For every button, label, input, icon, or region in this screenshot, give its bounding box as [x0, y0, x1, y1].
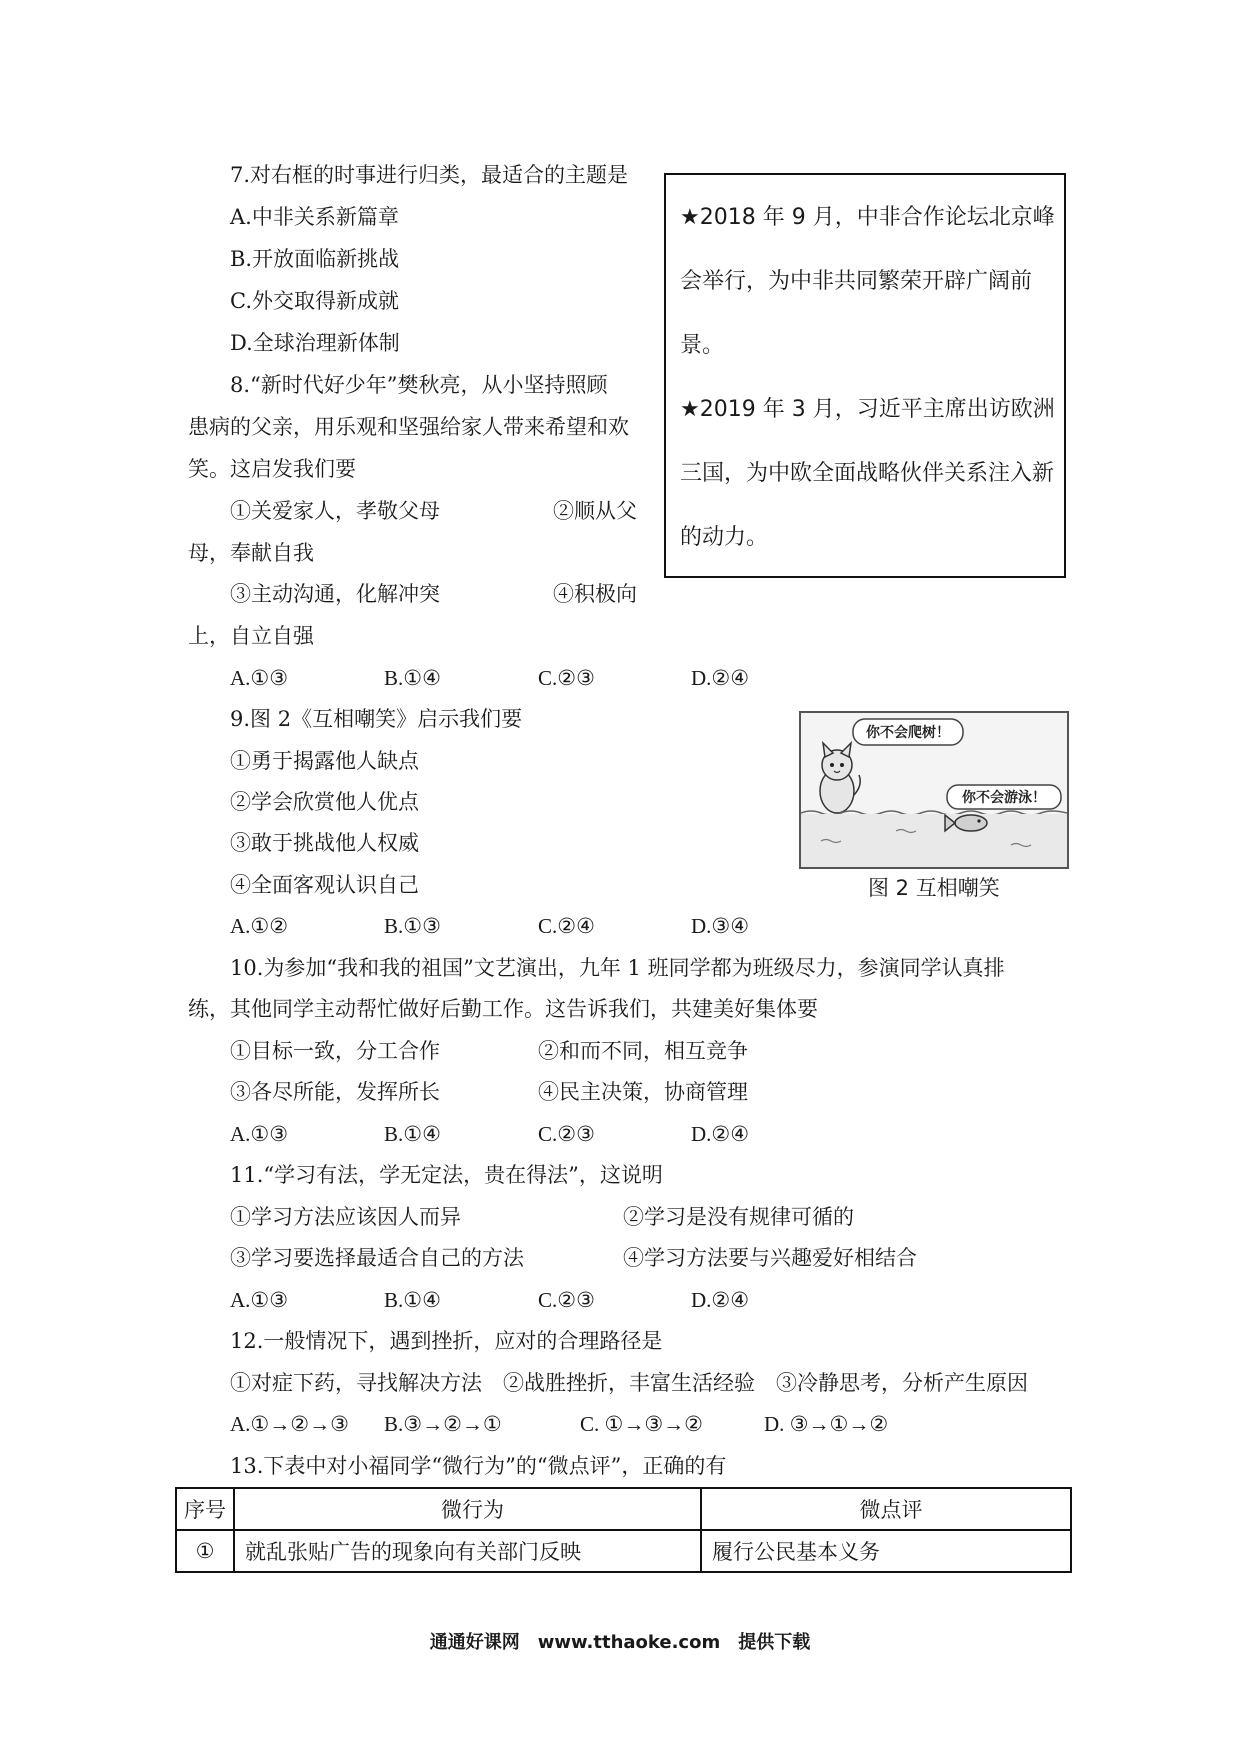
news-line: 景。	[680, 333, 725, 358]
q10-stem: 练，其他同学主动帮忙做好后勤工作。这告诉我们，共建美好集体要	[188, 997, 818, 1021]
q7-option-d: D.全球治理新体制	[230, 331, 400, 355]
q11-item: ①学习方法应该因人而异	[230, 1205, 461, 1229]
cartoon-figure	[799, 711, 1069, 869]
q8-item-3: ③主动沟通，化解冲突	[230, 582, 440, 606]
q9-option-a: A.①②	[230, 914, 289, 938]
table-header-comment: 微点评	[701, 1488, 1071, 1530]
cartoon-illustration	[801, 713, 1067, 867]
q11-option-d: D.②④	[691, 1288, 750, 1312]
table-header-behavior: 微行为	[234, 1488, 701, 1530]
cat-speech: 你不会爬树！	[866, 725, 950, 741]
q8-stem: 8.“新时代好少年”樊秋亮，从小坚持照顾	[230, 373, 608, 397]
q12-stem: 12.一般情况下，遇到挫折，应对的合理路径是	[230, 1329, 663, 1353]
q7-option-c: C.外交取得新成就	[230, 289, 399, 313]
q8-stem: 患病的父亲，用乐观和坚强给家人带来希望和欢	[188, 415, 629, 439]
q10-option-c: C.②③	[538, 1122, 595, 1146]
news-line: 会举行，为中非共同繁荣开辟广阔前	[680, 269, 1033, 294]
q7-option-a: A.中非关系新篇章	[230, 205, 399, 229]
table-header-row	[176, 1488, 1071, 1530]
q9-option-b: B.①③	[384, 914, 441, 938]
q9-stem: 9.图 2《互相嘲笑》启示我们要	[230, 707, 523, 731]
figure-caption: 图 2 互相嘲笑	[868, 876, 1000, 900]
q11-item: ③学习要选择最适合自己的方法	[230, 1246, 524, 1270]
q9-option-c: C.②④	[538, 914, 595, 938]
table-cell-behavior: 就乱张贴广告的现象向有关部门反映	[234, 1530, 701, 1572]
q8-item-2-cont: 母，奉献自我	[188, 541, 314, 565]
q10-option-d: D.②④	[691, 1122, 750, 1146]
q12-items: ①对症下药，寻找解决方法 ②战胜挫折，丰富生活经验 ③冷静思考，分析产生原因	[230, 1371, 1028, 1395]
q12-option-b: B.③→②→①	[384, 1412, 502, 1436]
q11-option-c: C.②③	[538, 1288, 595, 1312]
table-cell-comment: 履行公民基本义务	[701, 1530, 1071, 1572]
q11-option-a: A.①③	[230, 1288, 289, 1312]
page-footer: 通通好课网 www.tthaoke.com 提供下载	[429, 1632, 811, 1653]
q8-option-d: D.②④	[691, 666, 750, 690]
q8-option-a: A.①③	[230, 666, 289, 690]
news-line: ★2018 年 9 月，中非合作论坛北京峰	[680, 205, 1055, 230]
q8-item-4: ④积极向	[553, 582, 637, 606]
news-line: ★2019 年 3 月，习近平主席出访欧洲	[680, 397, 1055, 422]
q9-option-d: D.③④	[691, 914, 750, 938]
q11-item: ②学习是没有规律可循的	[623, 1205, 854, 1229]
q8-option-c: C.②③	[538, 666, 595, 690]
q8-stem: 笑。这启发我们要	[188, 457, 356, 481]
fish-speech: 你不会游泳！	[962, 790, 1046, 806]
q9-item: ①勇于揭露他人缺点	[230, 749, 419, 773]
q10-item: ②和而不同，相互竞争	[538, 1039, 748, 1063]
q7-stem: 7.对右框的时事进行归类，最适合的主题是	[230, 163, 629, 187]
news-line: 三国，为中欧全面战略伙伴关系注入新	[680, 461, 1055, 486]
q10-item: ①目标一致，分工合作	[230, 1039, 440, 1063]
q10-stem: 10.为参加“我和我的祖国”文艺演出，九年 1 班同学都为班级尽力，参演同学认真排	[230, 956, 1005, 980]
table-cell-index: ①	[176, 1530, 234, 1572]
q8-item-1: ①关爱家人，孝敬父母	[230, 499, 440, 523]
q9-item: ④全面客观认识自己	[230, 873, 419, 897]
q8-item-2: ②顺从父	[553, 499, 637, 523]
q12-option-c: C. ①→③→②	[580, 1412, 703, 1436]
q8-item-4-cont: 上，自立自强	[188, 624, 314, 648]
news-box	[664, 173, 1066, 578]
q11-item: ④学习方法要与兴趣爱好相结合	[623, 1246, 917, 1270]
news-line: 的动力。	[680, 525, 769, 550]
q10-option-b: B.①④	[384, 1122, 441, 1146]
q11-stem: 11.“学习有法，学无定法，贵在得法”，这说明	[230, 1163, 663, 1187]
q8-option-b: B.①④	[384, 666, 441, 690]
q12-option-a: A.①→②→③	[230, 1412, 349, 1436]
q13-table	[175, 1487, 1072, 1573]
q9-item: ②学会欣赏他人优点	[230, 790, 419, 814]
q13-stem: 13.下表中对小福同学“微行为”的“微点评”，正确的有	[230, 1454, 727, 1478]
q9-item: ③敢于挑战他人权威	[230, 831, 419, 855]
q10-item: ③各尽所能，发挥所长	[230, 1080, 440, 1104]
q11-option-b: B.①④	[384, 1288, 441, 1312]
cat-icon	[820, 743, 860, 813]
q10-option-a: A.①③	[230, 1122, 289, 1146]
table-row	[176, 1530, 1071, 1572]
table-header-index: 序号	[176, 1488, 234, 1530]
q7-option-b: B.开放面临新挑战	[230, 247, 400, 271]
q10-item: ④民主决策，协商管理	[538, 1080, 748, 1104]
q12-option-d: D. ③→①→②	[764, 1412, 889, 1436]
